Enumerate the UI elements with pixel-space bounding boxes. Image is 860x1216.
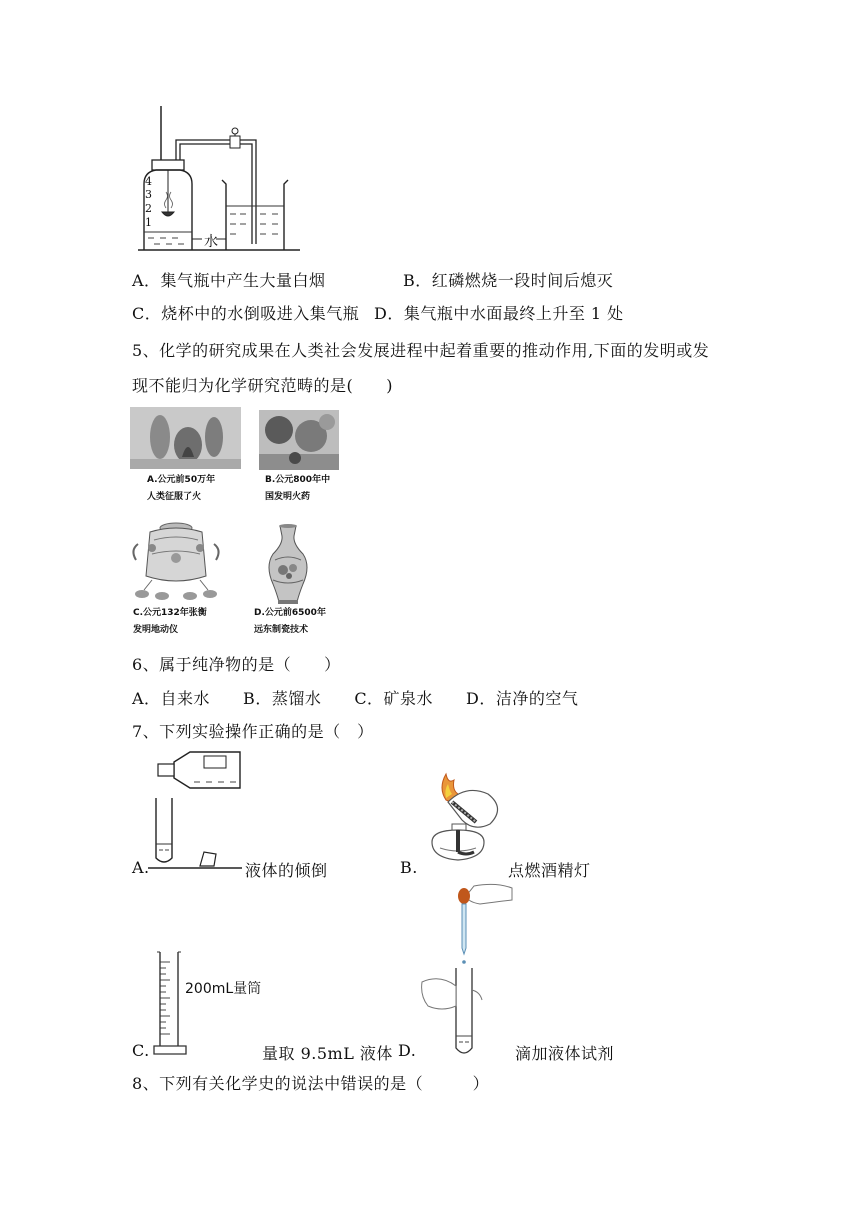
q7-label-b: B. [400, 858, 418, 877]
caption-c-line1: C.公元132年张衡 [133, 608, 207, 618]
q4-option-b: B．红磷燃烧一段时间后熄灭 [403, 271, 614, 290]
caption-d-line1: D.公元前6500年 [254, 608, 326, 618]
scale-4: 4 [145, 175, 152, 188]
q6-options: A．自来水 B．蒸馏水 C．矿泉水 D．洁净的空气 [132, 689, 579, 708]
q7-text-c: 量取 9.5mL 液体 [262, 1044, 393, 1063]
q7-text-a: 液体的倾倒 [245, 861, 328, 880]
caption-b-line1: B.公元800年中 [265, 475, 331, 485]
water-label: 水 [204, 234, 218, 250]
fire-picture [130, 407, 241, 469]
scale-2: 2 [145, 202, 152, 215]
q7-text-d: 滴加液体试剂 [515, 1044, 615, 1063]
gunpowder-picture [259, 410, 339, 470]
caption-a-line1: A.公元前50万年 [147, 475, 216, 485]
caption-a-line2: 人类征服了火 [147, 492, 202, 502]
q4-option-c: C．烧杯中的水倒吸进入集气瓶 [132, 304, 360, 323]
seismograph-picture [128, 520, 224, 602]
q7-text-b: 点燃酒精灯 [508, 861, 591, 880]
cylinder-label: 200mL量筒 [185, 981, 262, 997]
q8-stem: 8、下列有关化学史的说法中错误的是（ ） [132, 1074, 490, 1093]
scale-1: 1 [145, 216, 152, 229]
pouring-liquid-figure [148, 748, 244, 872]
porcelain-vase-picture [263, 524, 313, 606]
caption-c-line2: 发明地动仪 [133, 625, 179, 635]
q4-option-d: D．集气瓶中水面最终上升至 1 处 [374, 304, 624, 323]
q6-stem: 6、属于纯净物的是（ ） [132, 655, 341, 674]
caption-b-line2: 国发明火药 [265, 492, 311, 502]
q4-option-a: A．集气瓶中产生大量白烟 [132, 271, 326, 290]
graduated-cylinder-figure [152, 950, 192, 1058]
q7-label-a: A. [132, 858, 150, 877]
phosphorus-combustion-apparatus-figure [134, 104, 304, 254]
q7-stem: 7、下列实验操作正确的是（ ） [132, 722, 374, 741]
q7-label-d: D. [398, 1041, 417, 1060]
caption-d-line2: 远东制瓷技术 [254, 625, 309, 635]
scale-3: 3 [145, 188, 152, 201]
q5-stem-line2: 现不能归为化学研究范畴的是( ) [132, 376, 393, 395]
dropping-liquid-figure [420, 882, 516, 1058]
q7-label-c: C. [132, 1041, 150, 1060]
q5-stem-line1: 5、化学的研究成果在人类社会发展进程中起着重要的推动作用,下面的发明或发 [132, 341, 710, 360]
lighting-alcohol-lamp-figure [418, 772, 508, 870]
